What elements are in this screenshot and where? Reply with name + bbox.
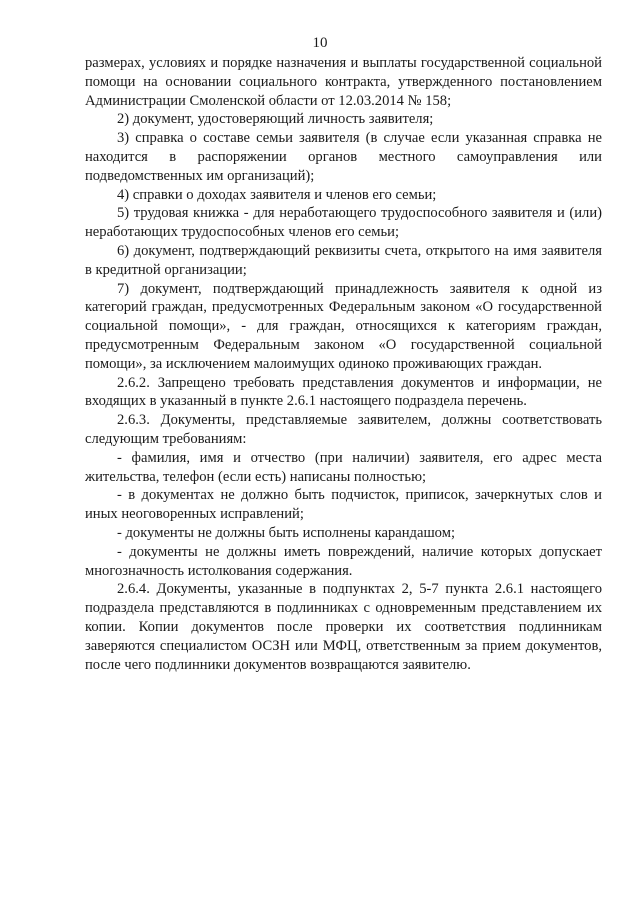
list-item-4: 4) справки о доходах заявителя и членов его семьи; xyxy=(117,186,437,203)
list-item-5: 5) трудовая книжка - для неработающего трудоспособного заявителя и (или) неработающих трудоспособных членов его семьи; xyxy=(85,205,602,241)
list-item-7: 7) документ, подтверждающий принадлежность заявителя к одной из категорий граждан, предусмотренных Федеральным законом «О государственной социальной помощи», - для граждан, относящихся к категориям граждан, предусмотренным Федеральным законом «О государственной социальной помощи», за исключением малоимущих одиноко проживающих граждан. xyxy=(85,280,602,372)
requirement-item-1: - фамилия, имя и отчество (при наличии) заявителя, его адрес места жительства, телефон (если есть) написаны полностью; xyxy=(85,449,602,485)
section-2-6-2: 2.6.2. Запрещено требовать представления документов и информации, не входящих в указанный в пункте 2.6.1 настоящего подраздела перечень. xyxy=(85,374,602,410)
requirement-item-3: - документы не должны быть исполнены карандашом; xyxy=(117,524,455,541)
paragraph-continuation: размерах, условиях и порядке назначения и выплаты государственной социальной помощи на основании социального контракта, утвержденного постановлением Администрации Смоленской области от 12.03.2014 № 158; xyxy=(85,55,602,109)
section-2-6-4: 2.6.4. Документы, указанные в подпунктах 2, 5-7 пункта 2.6.1 настоящего подраздела представляются в подлинниках с одновременным представлением их копии. Копии документов после проверки их соответствия подлинникам заверяются специалистом ОСЗН или МФЦ, ответственным за прием документов, после чего подлинники документов возвращаются заявителю. xyxy=(85,581,602,673)
requirement-item-4: - документы не должны иметь повреждений, наличие которых допускает многозначность истолкования содержания. xyxy=(85,543,602,579)
section-2-6-3: 2.6.3. Документы, представляемые заявителем, должны соответствовать следующим требованиям: xyxy=(85,412,602,447)
list-item-3: 3) справка о составе семьи заявителя (в случае если указанная справка не находится в распоряжении органов местного самоуправления или подведомственных им организаций); xyxy=(85,130,602,184)
document-body xyxy=(85,54,602,674)
requirement-item-2: - в документах не должно быть подчисток, приписок, зачеркнутых слов и иных неоговоренных исправлений; xyxy=(85,487,602,523)
list-item-6: 6) документ, подтверждающий реквизиты счета, открытого на имя заявителя в кредитной организации; xyxy=(85,242,602,278)
list-item-2: 2) документ, удостоверяющий личность заявителя; xyxy=(117,111,434,128)
page-number: 10 xyxy=(312,35,328,51)
